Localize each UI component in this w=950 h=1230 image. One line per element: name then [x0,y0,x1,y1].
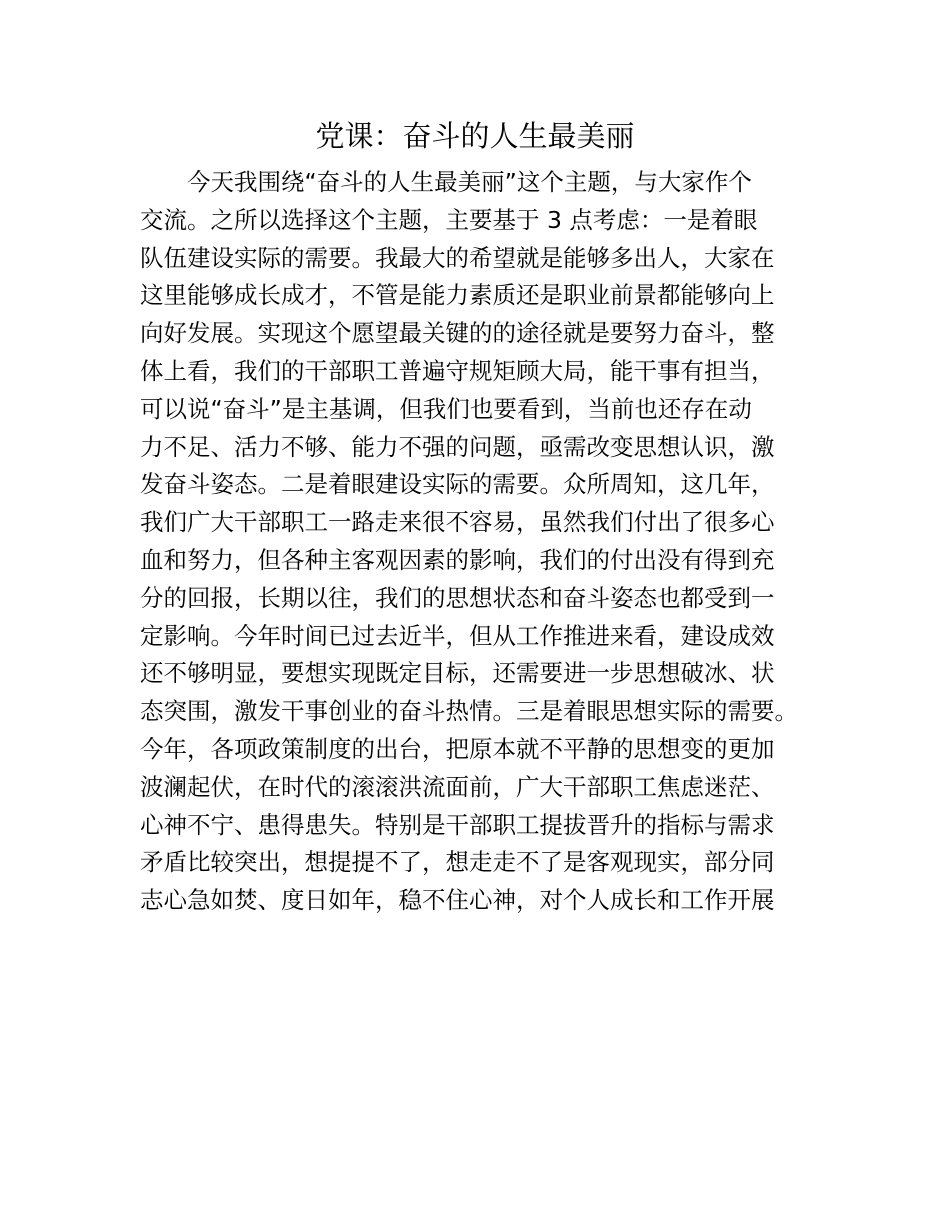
paragraph-line: 志心急如焚、度日如年，稳不住心神，对个人成长和工作开展 [140,886,775,915]
paragraph-line: 力不足、活力不够、能力不强的问题，亟需改变思想认识，激 [140,432,775,461]
paragraph-line: 血和努力，但各种主客观因素的影响，我们的付出没有得到充 [140,545,775,574]
document-body [140,164,840,920]
paragraph-line: 发奋斗姿态。二是着眼建设实际的需要。众所周知，这几年， [140,470,775,499]
paragraph-line: 还不够明显，要想实现既定目标，还需要进一步思想破冰、状 [140,659,775,688]
paragraph-line: 今年，各项政策制度的出台，把原本就不平静的思想变的更加 [140,734,775,763]
paragraph-line: 定影响。今年时间已过去近半，但从工作推进来看，建设成效 [140,621,775,650]
paragraph-line: 态突围，激发干事创业的奋斗热情。三是着眼思想实际的需要。 [140,697,798,726]
document-title: 党课：奋斗的人生最美丽 [315,119,635,153]
paragraph-line: 向好发展。实现这个愿望最关键的的途径就是要努力奋斗，整 [140,319,775,348]
paragraph-line: 交流。之所以选择这个主题，主要基于 3 点考虑：一是着眼 [140,205,758,234]
paragraph-line: 我们广大干部职工一路走来很不容易，虽然我们付出了很多心 [140,508,775,537]
paragraph-line: 可以说“奋斗”是主基调，但我们也要看到，当前也还存在动 [140,394,752,423]
paragraph-line: 波澜起伏，在时代的滚滚洪流面前，广大干部职工焦虑迷茫、 [140,772,775,801]
paragraph-line: 心神不宁、患得患失。特别是干部职工提拔晋升的指标与需求 [140,810,775,839]
paragraph-line: 队伍建设实际的需要。我最大的希望就是能够多出人，大家在 [140,243,775,272]
paragraph-line: 矛盾比较突出，想提提不了，想走走不了是客观现实，部分同 [140,848,775,877]
paragraph-line: 今天我围绕“奋斗的人生最美丽”这个主题，与大家作个 [187,168,752,196]
paragraph-line: 体上看，我们的干部职工普遍守规矩顾大局，能干事有担当， [140,356,775,385]
paragraph-line: 分的回报，长期以往，我们的思想状态和奋斗姿态也都受到一 [140,583,775,612]
paragraph-line: 这里能够成长成才，不管是能力素质还是职业前景都能够向上 [140,281,775,310]
